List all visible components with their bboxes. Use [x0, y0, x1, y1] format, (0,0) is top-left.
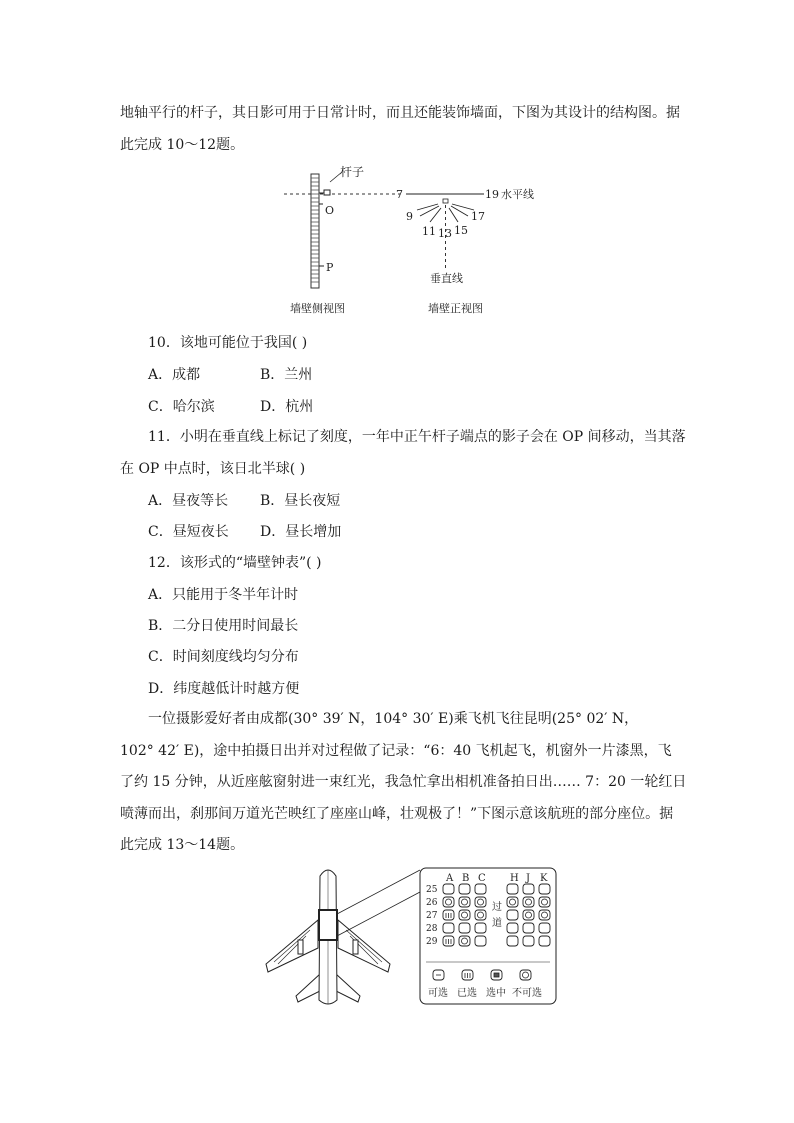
aisle-label-2: 道: [492, 918, 502, 929]
hour-15: 15: [454, 224, 468, 237]
col-j: J: [526, 873, 531, 884]
legend-selected: 选中: [486, 988, 506, 999]
point-o-label: O: [325, 204, 335, 217]
q10-option-d[interactable]: D．杭州: [260, 399, 314, 415]
seat-area-highlight: [319, 910, 337, 940]
hour-13: 13: [438, 227, 452, 240]
passage2-line-2: 102° 42′ E)，途中拍摄日出并对过程做了记录：“6：40 飞机起飞，机窗外一片漆黑，飞: [120, 743, 672, 759]
q10-option-c[interactable]: C．哈尔滨: [148, 399, 215, 415]
q12-option-a[interactable]: A．只能用于冬半年计时: [148, 587, 299, 603]
q10-stem: 10．该地可能位于我国( ): [148, 335, 308, 351]
point-p-label: P: [326, 261, 334, 274]
q12-option-d[interactable]: D．纬度越低计时越方便: [148, 681, 300, 697]
col-k: K: [540, 873, 548, 884]
q11-stem-line-2: 在 OP 中点时，该日北半球( ): [120, 461, 306, 477]
legend-available: 可选: [428, 988, 448, 999]
col-c: C: [478, 873, 486, 884]
intro-line-2: 此完成 10～12题。: [120, 137, 245, 153]
passage2-line-1: 一位摄影爱好者由成都(30° 39′ N，104° 30′ E)乘飞机飞往昆明(25° 02′ N，: [148, 711, 639, 727]
sundial-structure-figure: [270, 160, 570, 320]
q11-option-c[interactable]: C．昼短夜长: [148, 524, 229, 540]
row-28: 28: [426, 924, 438, 934]
row-26: 26: [426, 898, 438, 908]
aisle-label-1: 过: [492, 902, 502, 913]
row-27: 27: [426, 911, 438, 921]
hour-19: 19: [485, 188, 499, 201]
q12-option-c[interactable]: C．时间刻度线均匀分布: [148, 649, 299, 665]
row-29: 29: [426, 937, 438, 947]
side-view-caption: 墙壁侧视图: [290, 302, 345, 315]
col-a: A: [446, 873, 454, 884]
col-h: H: [510, 873, 519, 884]
hour-7: 7: [396, 188, 403, 201]
legend-taken: 已选: [457, 988, 477, 999]
col-b: B: [462, 873, 470, 884]
hour-11: 11: [422, 225, 436, 238]
seat-map-panel: [420, 868, 556, 1004]
q10-option-b[interactable]: B．兰州: [260, 367, 313, 383]
legend-unavailable-icon: [520, 970, 531, 980]
passage2-line-3: 了约 15 分钟，从近座舷窗射进一束红光，我急忙拿出相机准备拍日出…… 7：20 一轮红日: [120, 774, 687, 790]
intro-line-1: 地轴平行的杆子，其日影可用于日常计时，而且还能装饰墙面，下图为其设计的结构图。据: [120, 105, 680, 121]
pole: [324, 190, 330, 195]
q11-option-d[interactable]: D．昼长增加: [260, 524, 342, 540]
airplane-seat-figure: [260, 862, 560, 1010]
hour-17: 17: [471, 210, 485, 223]
vertical-line-label: 垂直线: [430, 272, 463, 285]
q11-option-b[interactable]: B．昼长夜短: [260, 493, 341, 509]
airplane-drawing: [266, 870, 390, 1004]
hour-9: 9: [406, 210, 413, 223]
passage2-line-5: 此完成 13～14题。: [120, 837, 245, 853]
horizontal-line-label: 水平线: [501, 188, 534, 201]
q10-option-a[interactable]: A．成都: [148, 367, 201, 383]
q12-option-b[interactable]: B．二分日使用时间最长: [148, 618, 299, 634]
passage2-line-4: 喷薄而出，刹那间万道光芒映红了座座山峰，壮观极了！”下图示意该航班的部分座位。据: [120, 806, 674, 822]
front-view-caption: 墙壁正视图: [428, 302, 483, 315]
q11-option-a[interactable]: A．昼夜等长: [148, 493, 229, 509]
row-25: 25: [426, 885, 438, 895]
wall-side-view: [311, 174, 319, 288]
q11-stem-line-1: 11．小明在垂直线上标记了刻度，一年中正午杆子端点的影子会在 OP 间移动，当其落: [148, 429, 686, 445]
q12-stem: 12．该形式的“墙壁钟表”( ): [148, 555, 322, 571]
legend-unavailable: 不可选: [512, 988, 542, 999]
pole-label: 杆子: [340, 165, 365, 179]
